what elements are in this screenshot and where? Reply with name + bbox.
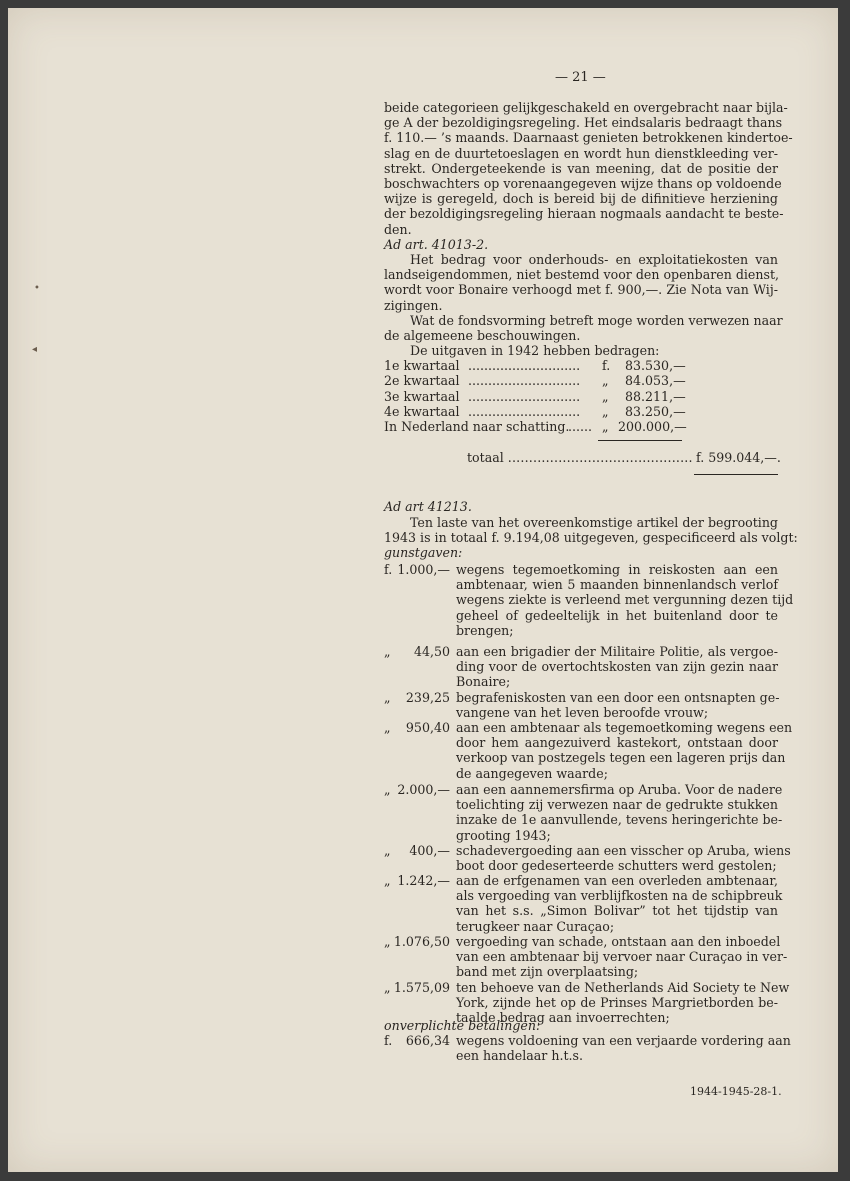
entry-line: aan een aannemersfirma op Aruba. Voor de nadere: [456, 782, 783, 797]
expense-dots: ......: [568, 419, 593, 435]
entry-amount: 1.575,09: [393, 980, 450, 995]
paragraph-line: der bezoldigingsregeling hieraan nogmaals aandacht te beste-: [384, 206, 784, 222]
expense-dots: ............................: [468, 358, 581, 373]
entry-line: aan een brigadier der Militaire Politie, als vergoe-: [456, 644, 778, 659]
margin-mark: •: [34, 283, 40, 294]
entry-amount: 44,50: [413, 644, 450, 659]
paragraph-boschwachters: [384, 100, 793, 237]
entry-currency: „: [384, 690, 391, 705]
paragraph-line: Het bedrag voor onderhouds- en exploitatiekosten van: [410, 252, 778, 267]
entry-line: als vergoeding van verblijfkosten na de schipbreuk: [456, 888, 783, 904]
page-number: — 21 —: [555, 70, 606, 85]
entry-line: wegens ziekte is verleend met vergunning dezen tijd: [456, 592, 794, 608]
expense-dots: ............................: [468, 388, 581, 404]
total-rule: [694, 474, 778, 475]
entry-line: begrafeniskosten van een door een ontsnapten ge-: [456, 690, 780, 705]
entry-line: aan een ambtenaar als tegemoetkoming wegens een: [456, 720, 793, 735]
entry-line: ding voor de overtochtskosten van zijn gezin naar: [456, 659, 778, 675]
entry-currency: „: [384, 644, 391, 659]
entry-line: ambtenaar, wien 5 maanden binnenlandsch verlof: [456, 577, 778, 593]
entry-line: wegens tegemoetkoming in reiskosten aan een: [456, 562, 778, 577]
entry-currency: f.: [384, 562, 393, 577]
paragraph-line: wijze is geregeld, doch is bereid bij de difinitieve herziening: [384, 191, 778, 207]
entry-description: [456, 934, 788, 980]
heading-ad-art-41213: Ad art 41213.: [384, 499, 472, 514]
entry-currency: „: [384, 980, 391, 995]
entry-line: terugkeer naar Curaçao;: [456, 918, 615, 934]
entry-description: [456, 1033, 791, 1064]
paragraph-line: den.: [384, 221, 412, 237]
entry-line: Bonaire;: [456, 674, 511, 690]
paragraph-line: slag en de duurtetoeslagen en wordt hun dienstkleeding ver-: [384, 145, 778, 161]
paragraph-line: zigingen.: [384, 297, 443, 313]
entry-amount: 239,25: [405, 690, 450, 705]
paragraph-line: ge A der bezoldigingsregeling. Het eindsalaris bedraagt thans: [384, 115, 783, 131]
expense-label: 1e kwartaal: [384, 358, 460, 373]
expense-label: 4e kwartaal: [384, 403, 460, 419]
entry-line: vangene van het leven beroofde vrouw;: [456, 705, 709, 721]
footer-reference: 1944-1945-28-1.: [690, 1085, 782, 1098]
entry-line: geheel of gedeeltelijk in het buitenland door te: [456, 607, 778, 623]
expense-amount: 83.250,—: [625, 403, 686, 419]
entry-line: grooting 1943;: [456, 827, 551, 843]
paragraph-line: beide categorieen gelijkgeschakeld en overgebracht naar bijla-: [384, 100, 788, 115]
expense-amount: 200.000,—: [618, 419, 687, 435]
entry-amount: 2.000,—: [397, 782, 450, 797]
entry-amount: 1.242,—: [397, 873, 450, 888]
expense-currency: „: [602, 388, 609, 404]
expense-currency: „: [602, 403, 609, 419]
paragraph-line: f. 110.— ’s maands. Daarnaast genieten betrokkenen kindertoe-: [384, 130, 793, 146]
entry-line: inzake de 1e aanvullende, tevens heringerichte be-: [456, 812, 783, 828]
entry-description: [456, 782, 783, 843]
expense-dots: ............................: [468, 373, 581, 389]
entry-description: [456, 644, 778, 690]
entry-currency: f.: [384, 1033, 393, 1048]
margin-mark: ◂: [32, 344, 38, 355]
expense-currency: f.: [602, 358, 611, 373]
entry-description: [456, 720, 793, 781]
paragraph-line: Ten laste van het overeenkomstige artikel der begrooting: [410, 515, 778, 530]
expense-amount: 83.530,—: [625, 358, 686, 373]
entry-currency: „: [384, 873, 391, 888]
entry-line: wegens voldoening van een verjaarde vordering aan: [456, 1033, 791, 1048]
entry-line: van het s.s. „Simon Bolivar” tot het tijdstip van: [456, 903, 778, 919]
expense-label: 3e kwartaal: [384, 388, 460, 404]
paragraph-line: de algemeene beschouwingen.: [384, 328, 581, 344]
expense-label: In Nederland naar schatting.: [384, 419, 570, 435]
paragraph-fondsvorming: [384, 313, 783, 344]
paragraph-line: Wat de fondsvorming betreft moge worden verwezen naar: [410, 313, 783, 328]
total-amount: f. 599.044,—.: [696, 450, 781, 465]
expense-label: 2e kwartaal: [384, 373, 460, 389]
paragraph-line: 1943 is in totaal f. 9.194,08 uitgegeven, gespecificeerd als volgt:: [384, 530, 798, 546]
entry-line: ten behoeve van de Netherlands Aid Society te New: [456, 980, 790, 995]
paragraph-line: boschwachters op vorenaangegeven wijze thans op voldoende: [384, 175, 782, 191]
entry-line: toelichting zij verwezen naar de gedrukte stukken: [456, 797, 778, 813]
entry-line: York, zijnde het op de Prinses Margrietborden be-: [456, 995, 778, 1011]
paragraph-line: wordt voor Bonaire verhoogd met f. 900,—. Zie Nota van Wij-: [384, 282, 778, 298]
total-dots: ............................................: [507, 450, 693, 465]
entry-line: een handelaar h.t.s.: [456, 1048, 583, 1064]
total-label: totaal: [467, 450, 504, 465]
entry-line: van een ambtenaar bij vervoer naar Curaçao in ver-: [456, 949, 788, 965]
entry-line: de aangegeven waarde;: [456, 765, 608, 781]
expense-amount: 88.211,—: [625, 388, 686, 404]
entry-line: verkoop van postzegels tegen een lageren prijs dan: [456, 750, 786, 766]
entry-amount: 1.076,50: [393, 934, 450, 949]
entry-currency: „: [384, 782, 391, 797]
heading-ad-art-41013: Ad art. 41013-2.: [384, 237, 489, 252]
gunstgaven-label: gunstgaven:: [384, 545, 463, 560]
paragraph-onderhoudskosten: [384, 252, 778, 313]
entry-amount: 666,34: [405, 1033, 450, 1048]
entry-amount: 950,40: [405, 720, 450, 735]
expense-dots: ............................: [468, 403, 581, 419]
entry-description: [456, 873, 783, 934]
entry-description: [456, 843, 791, 874]
entry-currency: „: [384, 843, 391, 858]
expense-currency: „: [602, 373, 609, 389]
expense-amount: 84.053,—: [625, 373, 686, 389]
entry-line: vergoeding van schade, ontstaan aan den inboedel: [456, 934, 781, 949]
entry-line: taalde bedrag aan invoerrechten;: [456, 1010, 670, 1026]
onverplichte-label: onverplichte betalingen:: [384, 1018, 541, 1033]
entry-line: door hem aangezuiverd kastekort, ontstaan door: [456, 735, 778, 751]
entry-line: band met zijn overplaatsing;: [456, 964, 639, 980]
total-row: [467, 450, 693, 465]
paragraph-begrooting-1943: [384, 515, 798, 546]
entry-description: [456, 690, 778, 720]
entry-line: schadevergoeding aan een visscher op Aruba, wiens: [456, 843, 791, 858]
entry-line: boot door gedeserteerde schutters werd gestolen;: [456, 858, 777, 874]
entry-currency: „: [384, 720, 391, 735]
entry-currency: „: [384, 934, 391, 949]
entry-line: brengen;: [456, 622, 514, 638]
entry-description: [456, 562, 794, 638]
entry-line: aan de erfgenamen van een overleden ambtenaar,: [456, 873, 778, 888]
entry-amount: 400,—: [409, 843, 450, 858]
paragraph-line: landseigendommen, niet bestemd voor den openbaren dienst,: [384, 267, 780, 283]
entry-amount: 1.000,—: [397, 562, 450, 577]
expenses-intro: De uitgaven in 1942 hebben bedragen:: [410, 343, 660, 358]
subtotal-rule: [598, 440, 682, 441]
paragraph-line: strekt. Ondergeteekende is van meening, dat de positie der: [384, 160, 778, 176]
expense-currency: „: [602, 419, 609, 435]
